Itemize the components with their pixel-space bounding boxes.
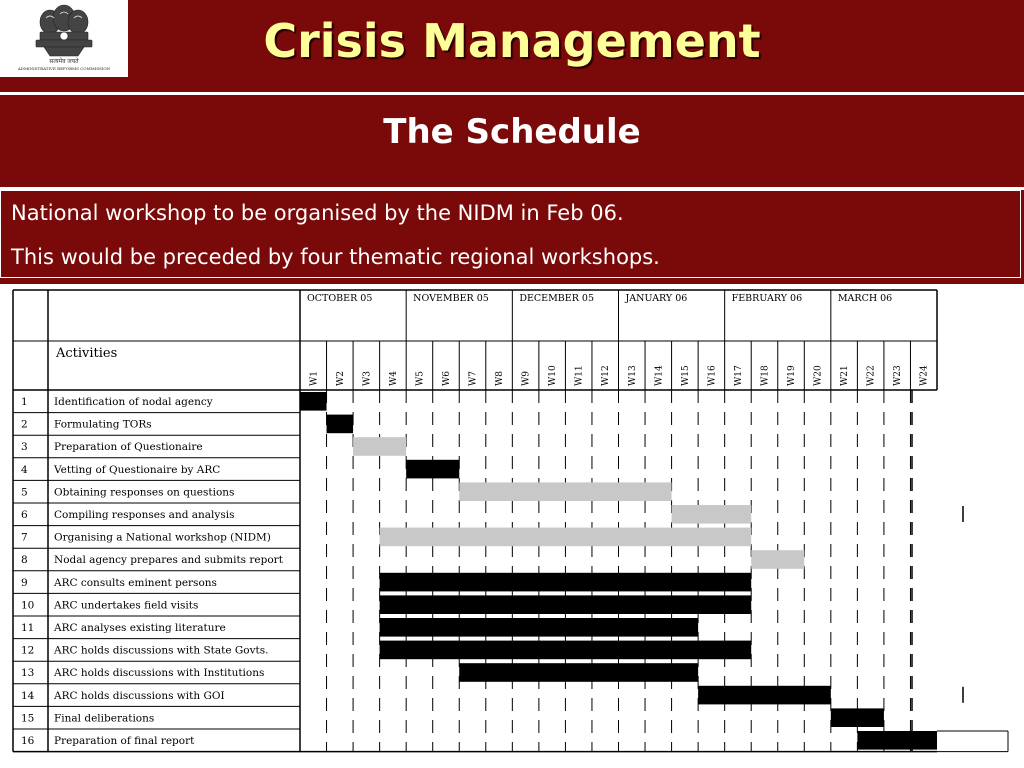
task-bar-6: [672, 505, 752, 524]
week-label-11: W11: [574, 365, 585, 386]
task-name-9: ARC consults eminent persons: [54, 576, 217, 589]
info-box: [0, 190, 1021, 278]
task-bar-15: [831, 708, 884, 727]
divider-top: [0, 92, 1024, 95]
task-bar-12: [380, 641, 752, 660]
task-bar-5: [459, 482, 671, 501]
task-number-13: 13: [21, 667, 35, 680]
task-number-5: 5: [21, 486, 28, 499]
task-bar-4: [406, 460, 459, 479]
activities-header: Activities: [56, 346, 118, 361]
month-label-6: MARCH 06: [837, 293, 893, 304]
week-label-13: W13: [627, 365, 638, 386]
week-label-3: W3: [362, 371, 373, 386]
week-label-4: W4: [388, 371, 399, 386]
week-label-23: W23: [893, 365, 904, 386]
month-label-2: NOVEMBER 05: [413, 293, 489, 304]
task-number-3: 3: [21, 441, 28, 454]
week-label-9: W9: [521, 371, 532, 386]
week-label-24: W24: [919, 365, 930, 386]
gantt-chart: [0, 284, 1024, 768]
week-label-21: W21: [840, 365, 851, 386]
task-name-10: ARC undertakes field visits: [54, 599, 199, 612]
task-name-3: Preparation of Questionaire: [54, 441, 203, 454]
task-name-16: Preparation of final report: [54, 735, 195, 747]
info-line-1: National workshop to be organised by the NIDM in Feb 06.: [11, 201, 624, 225]
task-number-14: 14: [21, 689, 35, 702]
task-bar-2: [327, 415, 354, 434]
month-label-3: DECEMBER 05: [519, 293, 595, 304]
info-line-2: This would be preceded by four thematic regional workshops.: [11, 245, 660, 269]
week-label-22: W22: [866, 365, 877, 386]
week-label-1: W1: [309, 371, 320, 386]
task-bar-10: [380, 595, 752, 614]
task-number-6: 6: [21, 509, 28, 521]
task-bar-8: [751, 550, 804, 569]
task-bar-1: [300, 392, 327, 411]
logo-caption: ADMINISTRATIVE REFORMS COMMISSION: [17, 66, 111, 71]
month-label-4: JANUARY 06: [625, 293, 688, 304]
week-label-12: W12: [601, 365, 612, 386]
task-number-4: 4: [21, 463, 28, 476]
logo: [0, 0, 128, 77]
month-label-5: FEBRUARY 06: [731, 293, 803, 304]
task-name-5: Obtaining responses on questions: [54, 486, 235, 499]
week-label-10: W10: [548, 365, 559, 386]
week-label-14: W14: [654, 365, 665, 386]
week-label-19: W19: [787, 365, 798, 386]
week-label-2: W2: [335, 371, 346, 386]
logo-motto: सत्यमेव जयते: [49, 59, 79, 65]
task-number-16: 16: [21, 735, 35, 747]
task-name-14: ARC holds discussions with GOI: [54, 689, 225, 702]
task-number-11: 11: [21, 622, 35, 634]
task-bar-16: [857, 731, 937, 750]
task-name-4: Vetting of Questionaire by ARC: [54, 463, 221, 476]
task-bar-7: [380, 528, 752, 547]
task-number-12: 12: [21, 644, 35, 657]
task-number-7: 7: [21, 531, 28, 544]
week-label-7: W7: [468, 371, 479, 386]
task-name-12: ARC holds discussions with State Govts.: [54, 644, 269, 657]
task-name-11: ARC analyses existing literature: [54, 622, 226, 634]
week-label-17: W17: [733, 365, 744, 386]
task-number-9: 9: [21, 576, 28, 589]
week-label-16: W16: [707, 365, 718, 386]
week-label-5: W5: [415, 371, 426, 386]
week-label-18: W18: [760, 365, 771, 386]
task-bar-13: [459, 663, 698, 682]
task-number-1: 1: [21, 396, 28, 408]
task-number-8: 8: [21, 554, 28, 567]
task-name-2: Formulating TORs: [54, 418, 152, 431]
task-name-6: Compiling responses and analysis: [54, 509, 235, 521]
task-bar-11: [380, 618, 699, 637]
task-name-13: ARC holds discussions with Institutions: [54, 667, 265, 680]
task-bar-14: [698, 686, 831, 705]
page-title: Crisis Management: [263, 14, 761, 68]
task-bar-3: [353, 437, 406, 456]
task-name-7: Organising a National workshop (NIDM): [54, 531, 271, 544]
task-number-10: 10: [21, 599, 35, 612]
task-number-15: 15: [21, 712, 35, 725]
task-number-2: 2: [21, 418, 28, 431]
week-label-20: W20: [813, 365, 824, 386]
week-label-6: W6: [441, 371, 452, 386]
month-label-1: OCTOBER 05: [307, 293, 373, 304]
schedule-chart: [0, 284, 1024, 768]
week-label-15: W15: [680, 365, 691, 386]
task-name-15: Final deliberations: [54, 712, 155, 725]
task-name-1: Identification of nodal agency: [54, 396, 213, 408]
week-label-8: W8: [495, 371, 506, 386]
page-subtitle: The Schedule: [383, 112, 641, 152]
task-name-8: Nodal agency prepares and submits report: [54, 554, 283, 567]
task-bar-9: [380, 573, 752, 592]
